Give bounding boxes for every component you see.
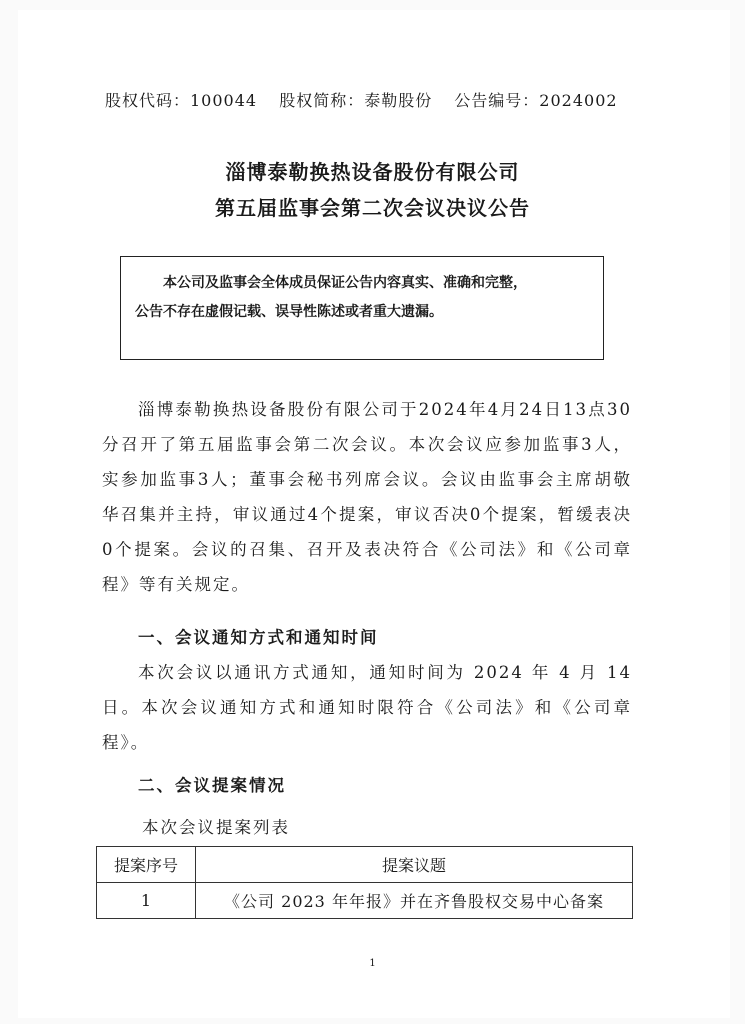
section-heading-proposals: 二、会议提案情况 bbox=[138, 776, 286, 795]
notice-line-1: 本公司及监事会全体成员保证公告内容真实、准确和完整， bbox=[163, 275, 527, 291]
section-heading-notice: 一、会议通知方式和通知时间 bbox=[138, 628, 379, 647]
proposal-topic-cell: 《公司 2023 年年报》并在齐鲁股权交易中心备案 bbox=[196, 883, 633, 919]
notice-line-2: 公告不存在虚假记载、误导性陈述或者重大遗漏。 bbox=[135, 304, 443, 320]
proposal-number-cell: 1 bbox=[97, 883, 196, 919]
guarantee-notice-box bbox=[120, 256, 604, 360]
page-number: 1 bbox=[369, 958, 376, 969]
proposals-table bbox=[96, 846, 633, 919]
table-header-row bbox=[97, 847, 633, 883]
announcement-number: 公告编号：2024002 bbox=[454, 91, 618, 110]
table-row bbox=[97, 883, 633, 919]
notice-paragraph: 本次会议以通讯方式通知，通知时间为 2024 年 4 月 14 日。本次会议通知方式和通知时限符合《公司法》和《公司章程》。 bbox=[102, 663, 632, 752]
announcement-header bbox=[105, 88, 625, 111]
stock-code: 股权代码：100044 bbox=[105, 91, 258, 110]
announcement-title: 第五届监事会第二次会议决议公告 bbox=[215, 196, 530, 220]
header-proposal-number: 提案序号 bbox=[97, 847, 196, 883]
table-caption: 本次会议提案列表 bbox=[142, 818, 290, 837]
intro-paragraph: 淄博泰勒换热设备股份有限公司于2024年4月24日13点30分召开了第五届监事会第二次会议。本次会议应参加监事3人，实参加监事3人；董事会秘书列席会议。会议由监事会主席胡敬华召集并主持，审议通过4个提案，审议否决0个提案，暂缓表决0个提案。会议的召集、召开及表决符合《公司法》和《公司章程》等有关规定。 bbox=[102, 400, 632, 594]
stock-name: 股权简称：泰勒股份 bbox=[279, 91, 433, 110]
company-title: 淄博泰勒换热设备股份有限公司 bbox=[225, 160, 520, 184]
header-proposal-topic: 提案议题 bbox=[196, 847, 633, 883]
